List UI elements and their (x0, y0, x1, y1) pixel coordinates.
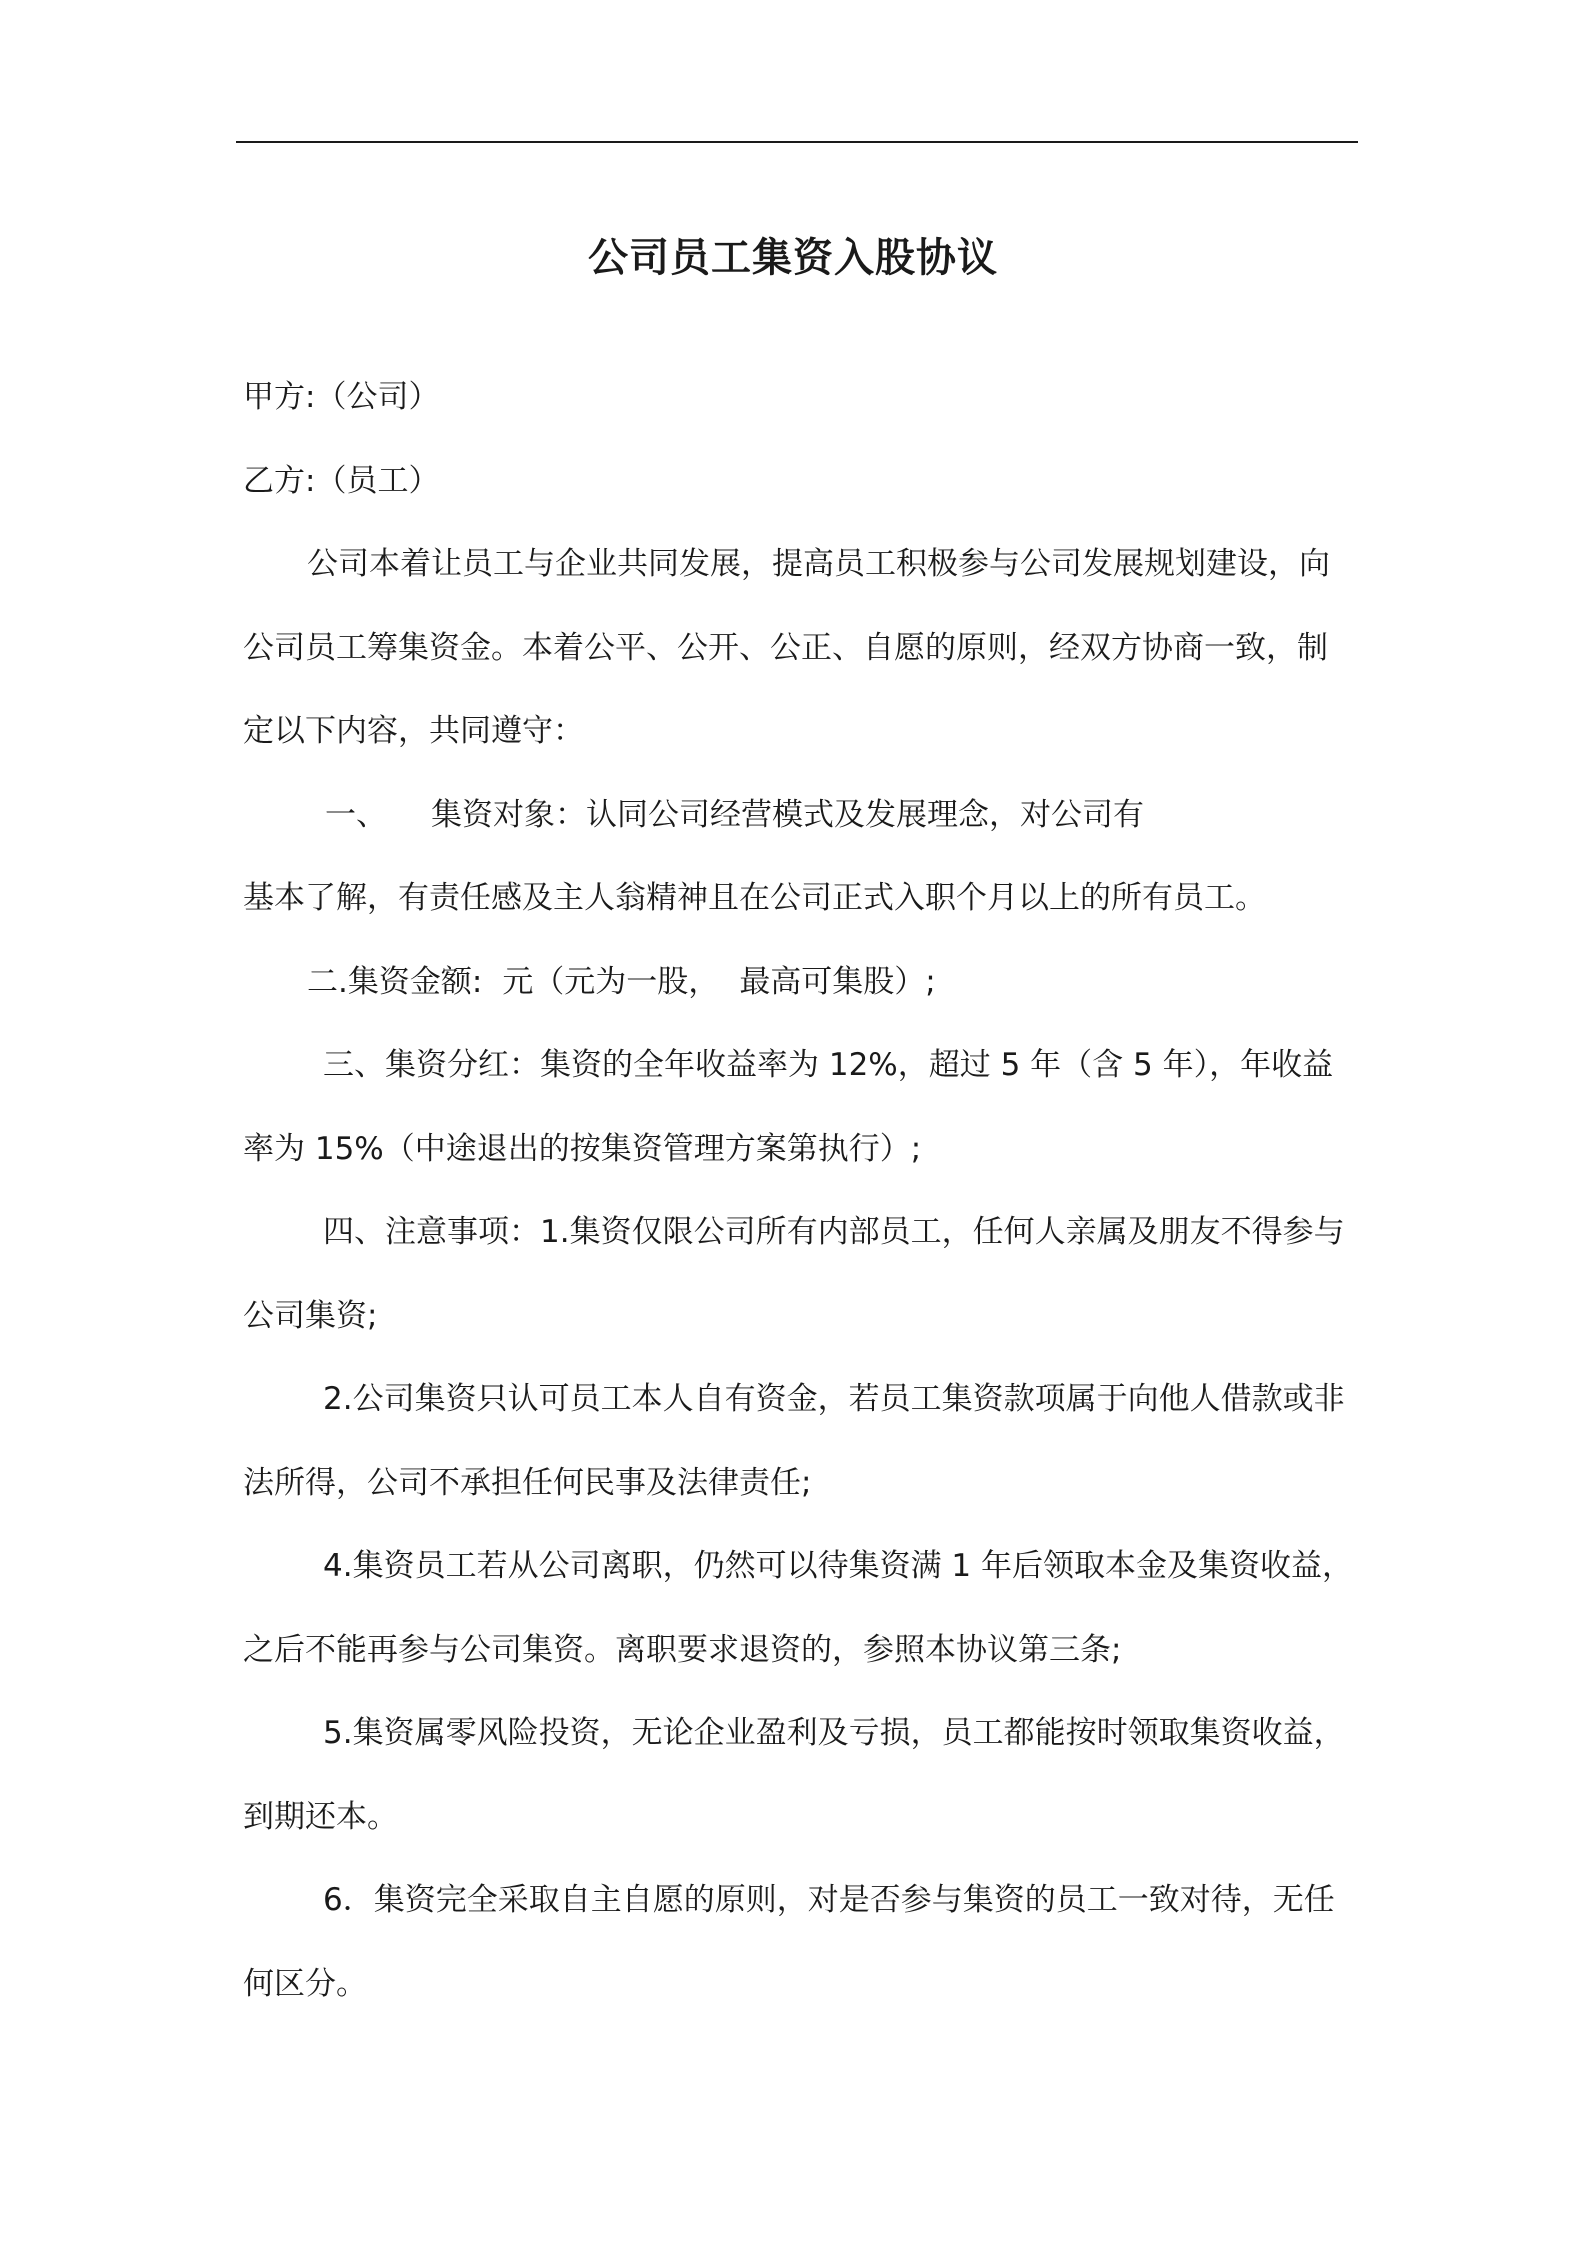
item-1-text: 集资对象：认同公司经营模式及发展理念，对公司有 (431, 796, 1144, 833)
item-4-5: 5.集资属零风险投资，无论企业盈利及亏损，员工都能按时领取集资收益，到期还本。 (243, 1715, 1345, 1835)
item-4: 四、注意事项：1.集资仅限公司所有内部员工，任何人亲属及朋友不得参与公司集资; (243, 1214, 1345, 1334)
item-2 (243, 941, 1358, 1025)
item-2-amount: 元（元为一股， (502, 963, 720, 1000)
item-1-number: 一、 (325, 796, 387, 833)
item-1-continuation: 基本了解，有责任感及主人翁精神且在公司正式入职个月以上的所有员工。 (243, 880, 1266, 916)
header-rule (236, 141, 1358, 143)
document-title: 公司员工集资入股协议 (588, 235, 998, 281)
party-a: 甲方:（公司） (243, 379, 440, 415)
item-2-max: 最高可集股）; (739, 963, 936, 1000)
item-4-4: 4.集资员工若从公司离职，仍然可以待集资满 1 年后领取本金及集资收益，之后不能再参与公司集资。离职要求退资的，参照本协议第三条; (243, 1548, 1354, 1668)
document-body (243, 356, 1358, 2026)
party-b: 乙方:（员工） (243, 462, 440, 499)
item-2-label: 二.集资金额: (307, 963, 483, 1000)
item-3: 三、集资分红：集资的全年收益率为 12%，超过 5 年（含 5 年），年收益率为 15%（中途退出的按集资管理方案第执行）; (243, 1047, 1334, 1167)
item-1 (243, 774, 1358, 858)
intro-paragraph: 公司本着让员工与企业共同发展，提高员工积极参与公司发展规划建设，向公司员工筹集资金。本着公平、公开、公正、自愿的原则，经双方协商一致，制定以下内容，共同遵守： (243, 546, 1330, 749)
item-4-2: 2.公司集资只认可员工本人自有资金，若员工集资款项属于向他人借款或非法所得，公司不承担任何民事及法律责任; (243, 1381, 1345, 1501)
item-4-6: 6．集资完全采取自主自愿的原则，对是否参与集资的员工一致对待，无任何区分。 (243, 1882, 1335, 2002)
